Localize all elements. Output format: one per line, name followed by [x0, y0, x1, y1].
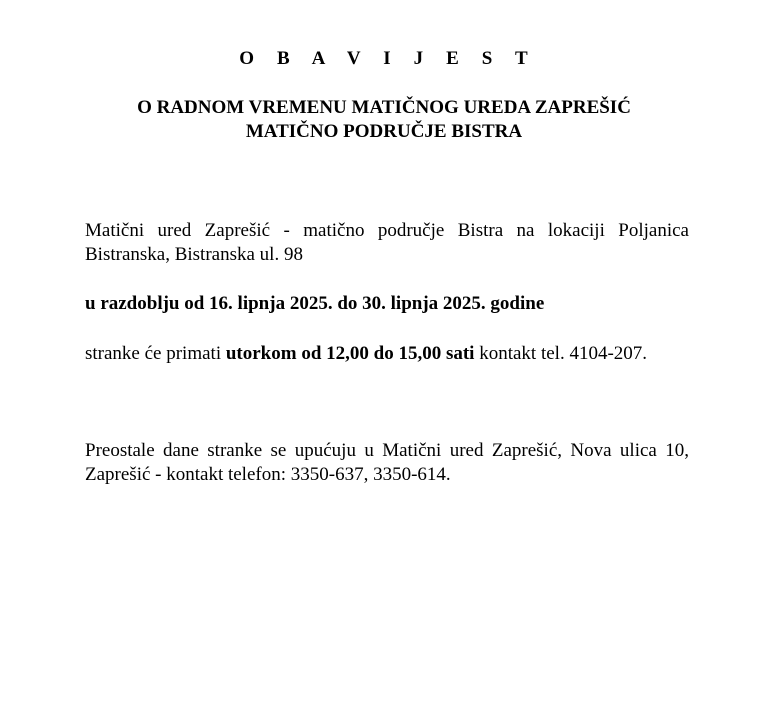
notice-subtitle-line-1: O RADNOM VREMENU MATIČNOG UREDA ZAPREŠIĆ — [137, 97, 631, 118]
working-hours-time: utorkom od 12,00 do 15,00 sati — [225, 343, 475, 364]
working-hours-paragraph — [85, 342, 689, 366]
office-location-paragraph: Matični ured Zaprešić - matično područje Bistra na lokaciji Poljanica Bistranska, Bistranska ul. 98 — [85, 220, 689, 265]
notice-subtitle-line-2: MATIČNO PODRUČJE BISTRA — [245, 121, 523, 142]
working-hours-prefix: stranke će primati — [85, 343, 226, 364]
other-days-paragraph: Preostale dane stranke se upućuju u Matični ured Zaprešić, Nova ulica 10, Zaprešić - kontakt telefon: 3350-637, 3350-614. — [85, 440, 689, 485]
period-paragraph: u razdoblju od 16. lipnja 2025. do 30. lipnja 2025. godine — [85, 293, 545, 314]
working-hours-contact: kontakt tel. 4104-207. — [474, 343, 648, 364]
notice-title: O B A V I J E S T — [239, 48, 537, 69]
